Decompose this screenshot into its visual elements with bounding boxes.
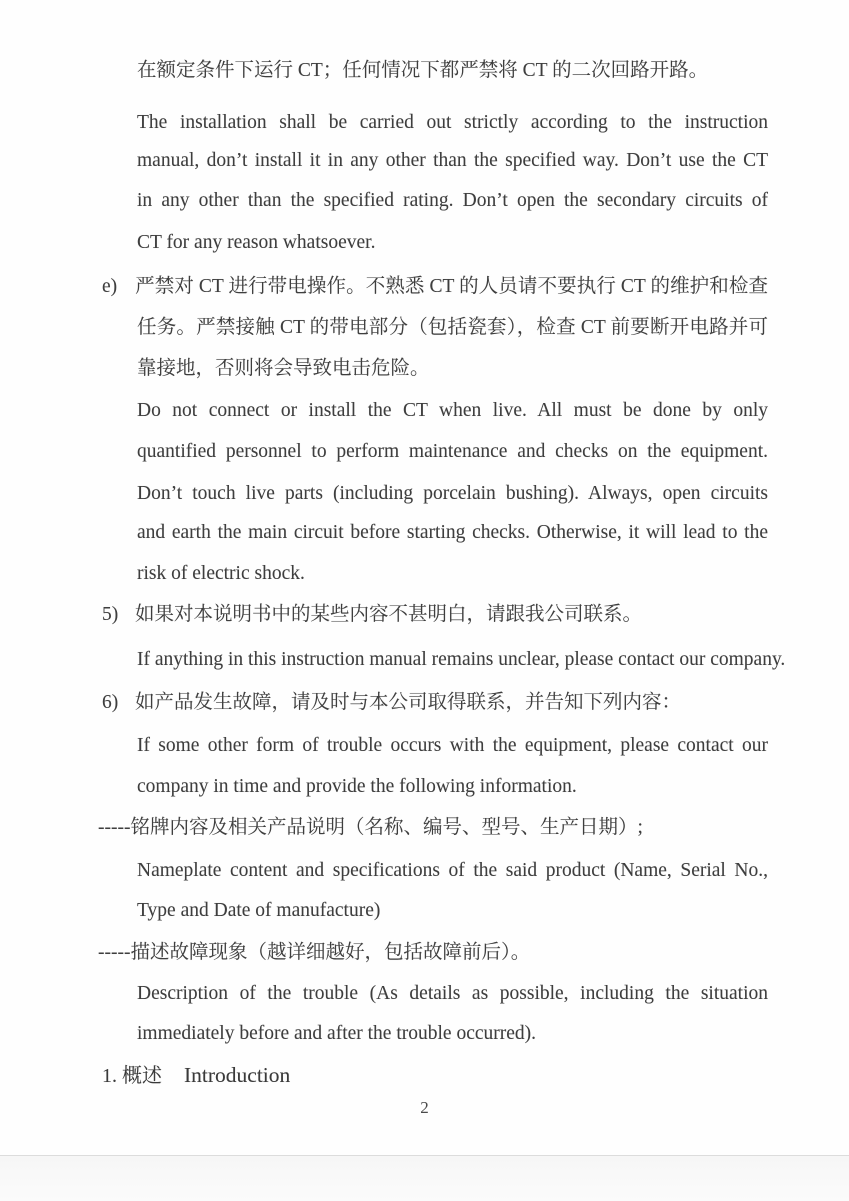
- line-text: company in time and provide the following information.: [137, 776, 577, 797]
- text-line: [137, 860, 768, 882]
- dash-item-line: [98, 942, 768, 964]
- text-line: [137, 441, 768, 463]
- text-line: [137, 317, 768, 339]
- text-line: [137, 563, 768, 585]
- text-line: [137, 150, 768, 172]
- text-line: [137, 232, 768, 254]
- text-line: [137, 112, 768, 134]
- list-marker: e): [102, 276, 118, 297]
- section-heading: [102, 1059, 290, 1088]
- line-text: CT for any reason whatsoever.: [137, 232, 376, 253]
- line-text: Don’t touch live parts (including porcelain bushing). Always, open circuits: [137, 483, 768, 504]
- line-text: If anything in this instruction manual remains unclear, please contact our company.: [137, 649, 786, 670]
- page-number: 2: [420, 1098, 429, 1117]
- list-marker: 6): [102, 692, 119, 713]
- line-text: immediately before and after the trouble occurred).: [137, 1023, 537, 1044]
- text-line: [137, 60, 768, 82]
- line-text: 严禁对 CT 进行带电操作。不熟悉 CT 的人员请不要执行 CT 的维护和检查: [135, 276, 768, 297]
- list-item-line: [102, 276, 768, 298]
- line-text: 如产品发生故障，请及时与本公司取得联系，并告知下列内容：: [135, 692, 682, 713]
- line-text: 如果对本说明书中的某些内容不甚明白，请跟我公司联系。: [135, 604, 643, 625]
- line-text: If some other form of trouble occurs with the equipment, please contact our: [137, 735, 768, 756]
- list-marker: 5): [102, 604, 119, 625]
- list-item-line: [102, 604, 768, 626]
- list-item-line: [102, 692, 768, 714]
- text-line: [137, 358, 768, 380]
- line-text: Type and Date of manufacture): [137, 900, 381, 921]
- line-text: -----铭牌内容及相关产品说明（名称、编号、型号、生产日期）;: [98, 817, 643, 838]
- line-text: 在额定条件下运行 CT；任何情况下都严禁将 CT 的二次回路开路。: [137, 60, 709, 81]
- text-line: [137, 400, 768, 422]
- line-text: Description of the trouble (As details as possible, including the situation: [137, 983, 768, 1004]
- scan-page-edge: [0, 1155, 849, 1201]
- text-line: [137, 776, 768, 798]
- text-line: [137, 522, 768, 544]
- line-text: Nameplate content and specifications of the said product (Name, Serial No.,: [137, 860, 768, 881]
- line-text: in any other than the specified rating. Don’t open the secondary circuits of: [137, 190, 768, 211]
- dash-item-line: [98, 817, 768, 839]
- text-line: [137, 1023, 768, 1045]
- line-text: risk of electric shock.: [137, 563, 305, 584]
- text-line: [137, 900, 768, 922]
- line-text: 靠接地，否则将会导致电击危险。: [137, 358, 430, 379]
- text-line: [137, 649, 786, 671]
- line-text: Do not connect or install the CT when live. All must be done by only: [137, 400, 768, 421]
- text-line: [137, 483, 768, 505]
- text-line: [137, 190, 768, 212]
- line-text: -----描述故障现象（越详细越好，包括故障前后）。: [98, 942, 531, 963]
- line-text: The installation shall be carried out strictly according to the instruction: [137, 112, 768, 133]
- line-text: manual, don’t install it in any other than the specified way. Don’t use the CT: [137, 150, 768, 171]
- section-heading-zh: 1. 概述: [102, 1065, 162, 1087]
- line-text: quantified personnel to perform maintenance and checks on the equipment.: [137, 441, 768, 462]
- text-line: [137, 735, 768, 757]
- line-text: 任务。严禁接触 CT 的带电部分（包括瓷套），检查 CT 前要断开电路并可: [137, 317, 768, 338]
- text-line: [137, 983, 768, 1005]
- section-heading-en: Introduction: [184, 1063, 291, 1087]
- line-text: and earth the main circuit before starting checks. Otherwise, it will lead to the: [137, 522, 768, 543]
